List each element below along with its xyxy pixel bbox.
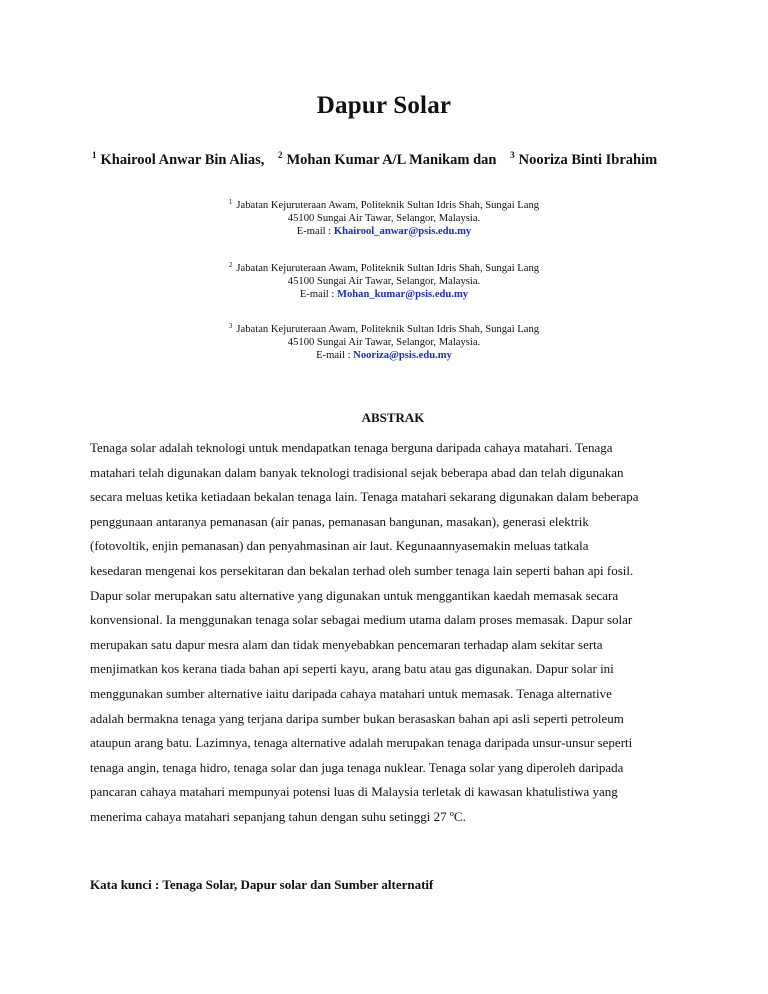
abstract-line: kesedaran mengenai kos persekitaran dan bekalan terhad oleh sumber tenaga lain seperti bahan api fosil. bbox=[90, 562, 634, 578]
affiliation-1-line1 bbox=[0, 196, 768, 212]
abstract-line: Tenaga solar adalah teknologi untuk mendapatkan tenaga berguna daripada cahaya matahari. Tenaga bbox=[90, 440, 613, 455]
affiliation-3-email-line bbox=[0, 349, 768, 362]
affiliation-1-institution: Jabatan Kejuruteraan Awam, Politeknik Sultan Idris Shah, Sungai Lang bbox=[236, 200, 540, 211]
abstract-line: Dapur solar merupakan satu alternative yang digunakan untuk menggantikan kaedah memasak secara bbox=[90, 587, 619, 603]
author-2-number: 2 bbox=[277, 150, 283, 160]
affiliation-2 bbox=[0, 259, 768, 301]
affiliation-1-email-label: E-mail : bbox=[296, 226, 334, 237]
affiliation-2-line1 bbox=[0, 259, 768, 275]
affiliation-2-institution: Jabatan Kejuruteraan Awam, Politeknik Sultan Idris Shah, Sungai Lang bbox=[236, 263, 540, 274]
affiliation-2-number: 2 bbox=[228, 261, 233, 269]
author-2-name: Mohan Kumar A/L Manikam dan bbox=[286, 152, 497, 168]
affiliation-2-email-link[interactable]: Mohan_kumar@psis.edu.my bbox=[336, 289, 469, 300]
abstract-line: menggunakan sumber alternative iaitu daripada cahaya matahari untuk memasak. Tenaga alternative bbox=[90, 685, 612, 701]
author-line bbox=[92, 150, 732, 169]
affiliation-3-institution: Jabatan Kejuruteraan Awam, Politeknik Sultan Idris Shah, Sungai Lang bbox=[236, 324, 540, 335]
author-1-name: Khairool Anwar Bin Alias, bbox=[100, 152, 265, 168]
abstract-line: pancaran cahaya matahari mempunyai potensi luas di Malaysia terletak di kawasan khatulistiwa yang bbox=[90, 784, 618, 800]
abstract-line: secara meluas ketika ketiadaan bekalan tenaga lain. Tenaga matahari sekarang digunakan dalam beberapa bbox=[90, 489, 639, 505]
affiliation-2-email-label: E-mail : bbox=[299, 289, 337, 300]
abstract-line: menjimatkan kos kerana tiada bahan api seperti kayu, arang batu atau gas digunakan. Dapur solar ini bbox=[90, 661, 614, 677]
abstract-line: ataupun arang batu. Lazimnya, tenaga alternative adalah merupakan tenaga daripada unsur-unsur seperti bbox=[90, 735, 633, 751]
affiliation-1-address: 45100 Sungai Air Tawar, Selangor, Malaysia. bbox=[287, 213, 481, 224]
abstract-heading: ABSTRAK bbox=[361, 410, 425, 425]
affiliation-1-email-link[interactable]: Khairool_anwar@psis.edu.my bbox=[333, 226, 472, 237]
affiliation-3-address: 45100 Sungai Air Tawar, Selangor, Malaysia. bbox=[287, 337, 481, 348]
affiliation-1-number: 1 bbox=[228, 198, 233, 206]
author-1-number: 1 bbox=[92, 150, 97, 160]
abstract-line: penggunaan antaranya pemanasan (air panas, pemanasan bangunan, masakan), generasi elektrik bbox=[90, 513, 589, 529]
abstract-line: menerima cahaya matahari sepanjang tahun dengan suhu setinggi 27 ºC. bbox=[90, 808, 466, 824]
abstract-line: matahari telah digunakan dalam banyak teknologi tradisional sejak beberapa abad dan telah digunakan bbox=[90, 464, 624, 480]
affiliation-3-email-label: E-mail : bbox=[316, 350, 354, 361]
affiliation-3 bbox=[0, 320, 768, 362]
abstract-line: tenaga angin, tenaga hidro, tenaga solar dan juga tenaga nuklear. Tenaga solar yang diperoleh daripada bbox=[90, 759, 624, 775]
abstract-line: merupakan satu dapur mesra alam dan tidak menyebabkan pencemaran terhadap alam sekitar serta bbox=[90, 636, 603, 652]
abstract-line: konvensional. Ia menggunakan tenaga solar sebagai medium utama dalam proses memasak. Dapur solar bbox=[90, 612, 633, 628]
abstract-body bbox=[90, 436, 690, 830]
affiliation-1 bbox=[0, 196, 768, 238]
paper-title: Dapur Solar bbox=[316, 92, 452, 119]
affiliation-3-line1 bbox=[0, 320, 768, 336]
affiliation-2-email-line bbox=[0, 288, 768, 301]
affiliation-3-number: 3 bbox=[228, 322, 233, 330]
affiliation-3-email-link[interactable]: Nooriza@psis.edu.my bbox=[353, 350, 452, 361]
affiliation-2-address: 45100 Sungai Air Tawar, Selangor, Malaysia. bbox=[287, 276, 481, 287]
author-3-name: Nooriza Binti Ibrahim bbox=[518, 152, 658, 168]
keywords-line: Kata kunci : Tenaga Solar, Dapur solar dan Sumber alternatif bbox=[90, 877, 434, 892]
author-3-number: 3 bbox=[510, 150, 515, 160]
abstract-line: (fotovoltik, enjin pemanasan) dan penyahmasinan air laut. Kegunaannyasemakin meluas tatkala bbox=[90, 538, 589, 554]
affiliation-1-email-line bbox=[0, 225, 768, 238]
abstract-line: adalah bermakna tenaga yang terjana daripa sumber bukan berasaskan bahan api asli seperti petroleum bbox=[90, 710, 624, 726]
